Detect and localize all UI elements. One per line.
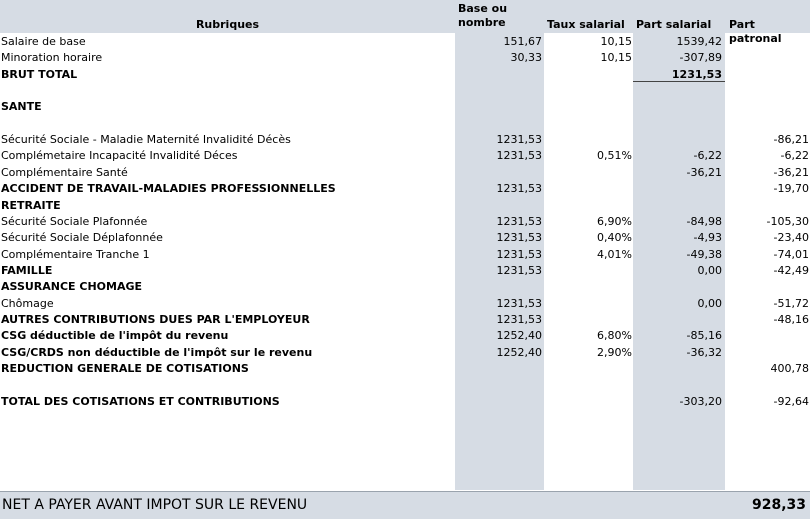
row-part-patronal: -23,40	[773, 231, 809, 245]
row-part-salarial: 1539,42	[676, 35, 722, 48]
row-part-salarial: 0,00	[697, 263, 722, 277]
row-label: Complémentaire Tranche 1	[1, 247, 150, 261]
row-part-patronal: -48,16	[773, 312, 809, 326]
table-row	[0, 247, 810, 263]
row-part-salarial: -6,22	[693, 149, 722, 163]
row-part-patronal: -19,70	[773, 182, 809, 196]
row-part-patronal: -6,22	[780, 149, 809, 163]
row-taux: 10,15	[600, 51, 632, 65]
row-part-patronal: -42,49	[773, 263, 809, 277]
row-base: 151,67	[503, 35, 542, 48]
row-taux: 6,90%	[597, 214, 632, 228]
row-part-salarial: 1231,53	[671, 67, 722, 81]
table-row	[0, 328, 810, 344]
row-part-patronal: -51,72	[773, 296, 809, 310]
row-label: TOTAL DES COTISATIONS ET CONTRIBUTIONS	[1, 394, 280, 408]
row-part-salarial: -36,21	[686, 165, 722, 179]
table-row	[0, 132, 810, 148]
header-part-patronal: Part patronal	[729, 18, 782, 45]
row-base: 1252,40	[496, 329, 542, 343]
table-row	[0, 230, 810, 246]
row-taux: 4,01%	[597, 247, 632, 261]
table-row	[0, 116, 810, 132]
row-base: 1231,53	[496, 182, 542, 196]
row-label: Complémentaire Santé	[1, 165, 128, 179]
row-taux: 0,40%	[597, 231, 632, 245]
table-row	[0, 198, 810, 214]
row-part-salarial: -307,89	[679, 51, 722, 65]
row-label: Sécurité Sociale Déplafonnée	[1, 231, 163, 245]
row-base: 1231,53	[496, 214, 542, 228]
row-base: 1231,53	[496, 296, 542, 310]
table-row	[0, 181, 810, 197]
row-label: AUTRES CONTRIBUTIONS DUES PAR L'EMPLOYEUR	[1, 312, 310, 326]
row-part-patronal: -36,21	[773, 165, 809, 179]
row-taux: 0,51%	[597, 149, 632, 163]
row-label: Sécurité Sociale - Maladie Maternité Invalidité Décès	[1, 133, 291, 147]
row-label: FAMILLE	[1, 263, 53, 277]
row-label: Minoration horaire	[1, 51, 103, 65]
row-part-salarial: -4,93	[693, 231, 722, 245]
row-label: Chômage	[1, 296, 54, 310]
table-row	[0, 345, 810, 361]
row-label: RETRAITE	[1, 198, 61, 212]
row-part-salarial: -36,32	[686, 345, 722, 359]
row-taux: 2,90%	[597, 345, 632, 359]
row-label: CSG déductible de l'impôt du revenu	[1, 329, 229, 343]
row-part-salarial: -84,98	[686, 214, 722, 228]
net-a-payer-label: NET A PAYER AVANT IMPOT SUR LE REVENU	[2, 497, 308, 513]
header-base: Base ou nombre	[458, 2, 508, 29]
row-base: 30,33	[510, 51, 542, 65]
row-label: Complémetaire Incapacité Invalidité Déces	[1, 149, 238, 163]
row-base: 1231,53	[496, 312, 542, 326]
table-row	[0, 214, 810, 230]
table-row	[0, 50, 810, 66]
header-part-salarial: Part salarial	[636, 18, 712, 31]
row-base: 1231,53	[496, 149, 542, 163]
row-base: 1252,40	[496, 345, 542, 359]
row-base: 1231,53	[496, 133, 542, 147]
table-row	[0, 296, 810, 312]
net-a-payer-bar	[0, 491, 810, 519]
row-taux: 10,15	[600, 35, 632, 48]
row-base: 1231,53	[496, 247, 542, 261]
row-part-salarial: -303,20	[679, 394, 722, 408]
row-label: Sécurité Sociale Plafonnée	[1, 214, 148, 228]
table-row	[0, 165, 810, 181]
row-part-patronal: -92,64	[773, 394, 809, 408]
row-label: ASSURANCE CHOMAGE	[1, 280, 143, 294]
table-row	[0, 279, 810, 295]
row-part-patronal: 400,78	[770, 362, 809, 375]
row-part-patronal: -74,01	[773, 247, 809, 261]
row-base: 1231,53	[496, 263, 542, 277]
net-a-payer-value: 928,33	[751, 497, 806, 513]
row-label: Salaire de base	[1, 35, 86, 48]
table-row	[0, 263, 810, 279]
header-taux-salarial: Taux salarial	[547, 18, 625, 31]
table-row	[0, 312, 810, 328]
header-rubriques: Rubriques	[195, 18, 260, 31]
row-part-patronal: -86,21	[773, 133, 809, 147]
row-part-salarial: -49,38	[686, 247, 722, 261]
row-label: REDUCTION GENERALE DE COTISATIONS	[1, 362, 249, 375]
table-row	[0, 377, 810, 393]
row-label: ACCIDENT DE TRAVAIL-MALADIES PROFESSIONNELLES	[1, 182, 336, 196]
row-taux: 6,80%	[597, 329, 632, 343]
table-row	[0, 394, 810, 410]
table-row	[0, 361, 810, 377]
row-part-salarial: -85,16	[686, 329, 722, 343]
table-row	[0, 99, 810, 115]
row-label: SANTE	[1, 100, 42, 114]
table-row	[0, 148, 810, 164]
row-base: 1231,53	[496, 231, 542, 245]
table-row	[0, 34, 810, 50]
table-row	[0, 83, 810, 99]
row-label: BRUT TOTAL	[1, 67, 78, 81]
row-label: CSG/CRDS non déductible de l'impôt sur le revenu	[1, 345, 313, 359]
row-part-patronal: -105,30	[766, 214, 809, 228]
row-part-salarial: 0,00	[697, 296, 722, 310]
brut-total-underline	[633, 81, 725, 82]
